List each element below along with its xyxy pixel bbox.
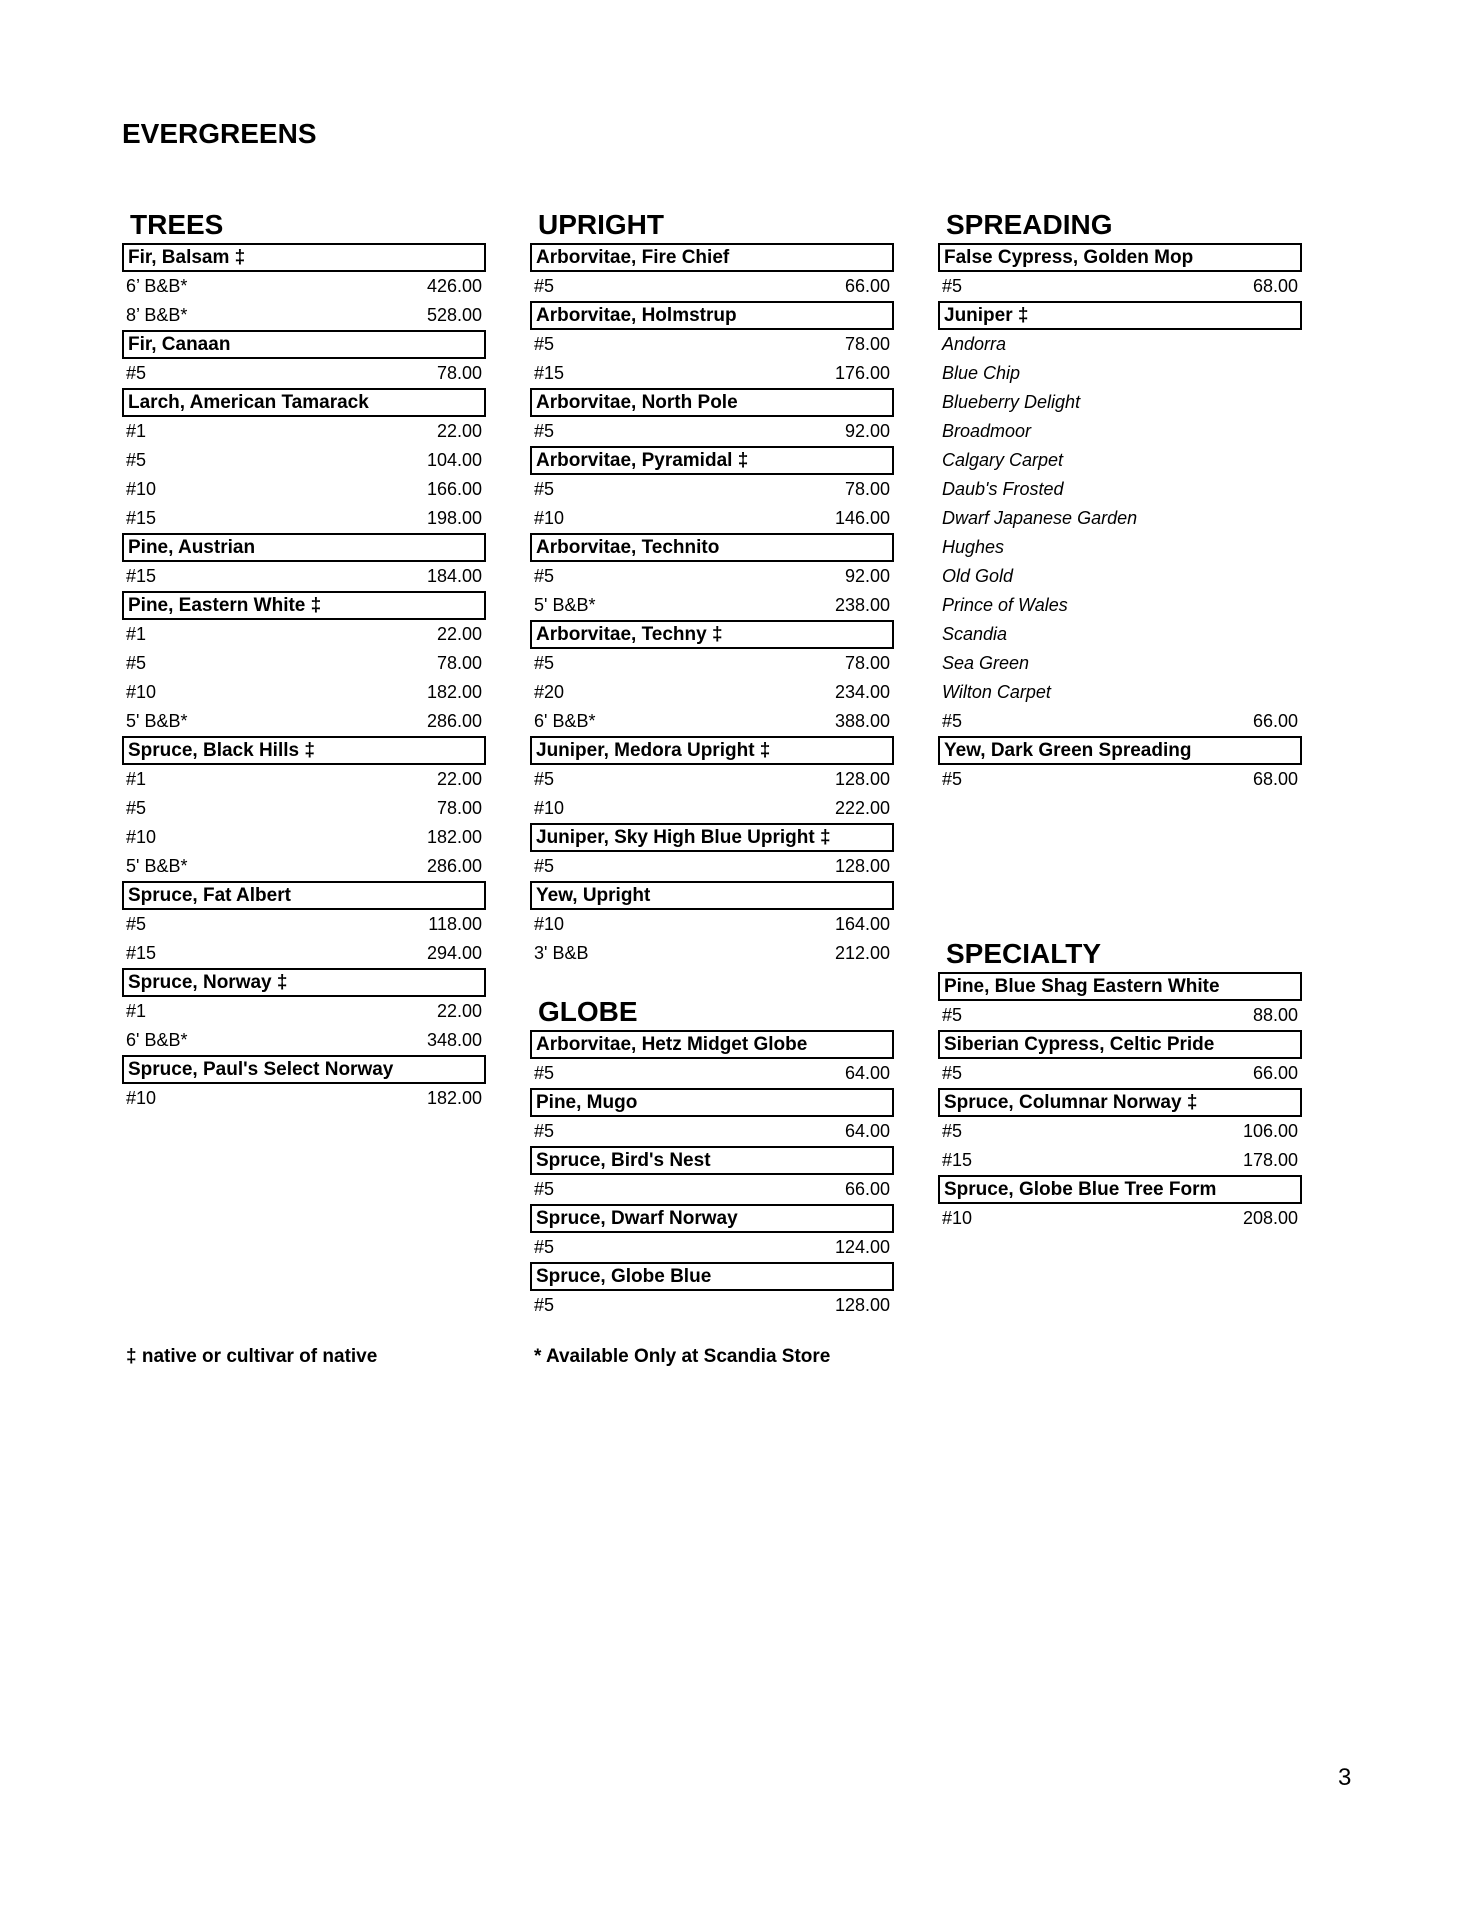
product-header: Arborvitae, North Pole [530,388,894,417]
price-value: 78.00 [844,334,890,354]
price-row [122,823,486,852]
product-header: Spruce, Norway ‡ [122,968,486,997]
product-header: Arborvitae, Holmstrup [530,301,894,330]
price-row [530,1175,894,1204]
size-label: #5 [534,421,555,441]
size-label: #5 [534,334,555,354]
size-label: #5 [534,1237,555,1257]
price-row [530,678,894,707]
product-header: Juniper, Sky High Blue Upright ‡ [530,823,894,852]
variety-row [938,446,1302,475]
size-label: 5' B&B* [126,856,188,876]
variety-name: Prince of Wales [942,595,1068,615]
product-header: Pine, Austrian [122,533,486,562]
size-label: #10 [126,479,157,499]
price-value: 178.00 [1242,1150,1298,1170]
price-row [530,1233,894,1262]
size-label: #15 [126,508,157,528]
upright-section [530,207,894,968]
globe-list [530,1030,894,1320]
price-row [530,591,894,620]
price-row [530,562,894,591]
size-label: #10 [534,798,565,818]
price-row [938,1001,1302,1030]
price-row [122,678,486,707]
variety-name: Andorra [942,334,1007,354]
price-value: 294.00 [426,943,482,963]
size-label: #1 [126,624,147,644]
size-label: #5 [126,914,147,934]
product-header: Pine, Blue Shag Eastern White [938,972,1302,1001]
variety-row [938,533,1302,562]
size-label: 8’ B&B* [126,305,188,325]
price-row [530,1291,894,1320]
size-label: #10 [534,914,565,934]
product-header: Spruce, Globe Blue [530,1262,894,1291]
price-value: 222.00 [834,798,890,818]
size-label: #5 [534,1295,555,1315]
size-label: #5 [942,276,963,296]
price-row [122,1084,486,1113]
variety-name: Hughes [942,537,1005,557]
native-footnote: ‡ native or cultivar of native [126,1346,378,1367]
price-value: 286.00 [426,711,482,731]
price-value: 128.00 [834,1295,890,1315]
price-row [122,1026,486,1055]
price-row [122,301,486,330]
size-label: #5 [126,798,147,818]
size-label: #5 [126,653,147,673]
size-label: #5 [534,856,555,876]
variety-row [938,417,1302,446]
price-value: 22.00 [436,769,482,789]
size-label: #5 [942,769,963,789]
size-label: #10 [126,827,157,847]
price-value: 78.00 [436,653,482,673]
price-row [530,1059,894,1088]
variety-row [938,504,1302,533]
price-value: 184.00 [426,566,482,586]
product-header: Fir, Canaan [122,330,486,359]
product-header: Larch, American Tamarack [122,388,486,417]
product-header: Pine, Mugo [530,1088,894,1117]
product-header: Arborvitae, Pyramidal ‡ [530,446,894,475]
size-label: #5 [942,1121,963,1141]
size-label: #5 [942,1063,963,1083]
price-row [122,852,486,881]
price-value: 348.00 [426,1030,482,1050]
price-value: 66.00 [844,1179,890,1199]
size-label: #10 [534,508,565,528]
price-value: 176.00 [834,363,890,383]
size-label: #15 [942,1150,973,1170]
size-label: #5 [534,769,555,789]
variety-name: Daub's Frosted [942,479,1064,499]
size-label: #5 [534,276,555,296]
variety-row [938,678,1302,707]
variety-row [938,591,1302,620]
price-row [122,504,486,533]
product-header: Spruce, Dwarf Norway [530,1204,894,1233]
price-row [530,417,894,446]
price-value: 78.00 [436,363,482,383]
product-header: Fir, Balsam ‡ [122,243,486,272]
variety-name: Old Gold [942,566,1014,586]
price-row [122,649,486,678]
price-value: 164.00 [834,914,890,934]
price-row [122,417,486,446]
price-value: 426.00 [426,276,482,296]
price-row [938,1146,1302,1175]
price-value: 234.00 [834,682,890,702]
size-label: #5 [942,711,963,731]
price-row [938,707,1302,736]
product-header: Arborvitae, Fire Chief [530,243,894,272]
variety-name: Blue Chip [942,363,1021,383]
product-header: Spruce, Bird's Nest [530,1146,894,1175]
price-value: 22.00 [436,421,482,441]
product-header: Siberian Cypress, Celtic Pride [938,1030,1302,1059]
price-value: 64.00 [844,1063,890,1083]
product-header: Spruce, Columnar Norway ‡ [938,1088,1302,1117]
price-row [122,707,486,736]
price-row [122,562,486,591]
price-value: 238.00 [834,595,890,615]
price-row [122,446,486,475]
price-value: 286.00 [426,856,482,876]
spreading-section-title: SPREADING [946,209,1113,240]
price-value: 22.00 [436,624,482,644]
product-header: False Cypress, Golden Mop [938,243,1302,272]
size-label: #10 [126,1088,157,1108]
price-value: 146.00 [834,508,890,528]
size-label: #10 [942,1208,973,1228]
product-header: Spruce, Fat Albert [122,881,486,910]
size-label: #15 [534,363,565,383]
size-label: 3' B&B [534,943,589,963]
size-label: #5 [534,1179,555,1199]
size-label: 5' B&B* [534,595,596,615]
size-label: #15 [126,566,157,586]
price-row [122,272,486,301]
price-row [530,1117,894,1146]
price-row [530,475,894,504]
price-value: 124.00 [834,1237,890,1257]
price-row [122,765,486,794]
variety-name: Calgary Carpet [942,450,1064,470]
variety-row [938,359,1302,388]
price-value: 128.00 [834,769,890,789]
price-row [122,939,486,968]
spreading-section [938,207,1302,794]
variety-row [938,475,1302,504]
price-row [530,852,894,881]
specialty-section [938,936,1302,1233]
variety-name: Blueberry Delight [942,392,1081,412]
price-value: 106.00 [1242,1121,1298,1141]
price-row [530,910,894,939]
price-value: 66.00 [844,276,890,296]
price-row [530,707,894,736]
variety-name: Scandia [942,624,1008,644]
size-label: #5 [534,653,555,673]
price-value: 128.00 [834,856,890,876]
size-label: 6' B&B* [126,1030,188,1050]
price-value: 182.00 [426,827,482,847]
page-number: 3 [1338,1764,1352,1791]
price-row [530,272,894,301]
product-header: Arborvitae, Technito [530,533,894,562]
size-label: #5 [126,363,147,383]
price-value: 68.00 [1252,769,1298,789]
price-row [530,504,894,533]
variety-name: Sea Green [942,653,1030,673]
upright-list [530,243,894,968]
price-row [530,939,894,968]
variety-name: Wilton Carpet [942,682,1051,702]
price-row [122,997,486,1026]
price-value: 166.00 [426,479,482,499]
price-value: 66.00 [1252,711,1298,731]
size-label: 5' B&B* [126,711,188,731]
price-value: 118.00 [428,914,482,934]
price-value: 182.00 [426,1088,482,1108]
price-value: 88.00 [1252,1005,1298,1025]
size-label: 6’ B&B* [126,276,188,296]
product-header: Yew, Upright [530,881,894,910]
price-row [122,620,486,649]
product-header: Arborvitae, Techny ‡ [530,620,894,649]
price-row [938,765,1302,794]
variety-row [938,620,1302,649]
price-value: 212.00 [834,943,890,963]
product-header: Spruce, Black Hills ‡ [122,736,486,765]
price-row [530,794,894,823]
price-value: 198.00 [426,508,482,528]
price-value: 78.00 [844,479,890,499]
size-label: #5 [942,1005,963,1025]
price-value: 182.00 [426,682,482,702]
price-value: 104.00 [426,450,482,470]
size-label: #5 [534,1121,555,1141]
price-row [530,359,894,388]
trees-section [122,207,486,1113]
trees-section-title: TREES [130,209,224,240]
price-row [122,359,486,388]
variety-row [938,562,1302,591]
price-value: 78.00 [436,798,482,818]
price-row [122,475,486,504]
variety-name: Dwarf Japanese Garden [942,508,1138,528]
globe-section-title: GLOBE [538,996,638,1027]
price-value: 208.00 [1242,1208,1298,1228]
size-label: #5 [534,1063,555,1083]
price-value: 64.00 [844,1121,890,1141]
price-row [938,272,1302,301]
spreading-list [938,243,1302,794]
store-footnote: * Available Only at Scandia Store [534,1346,831,1367]
page-title: EVERGREENS [122,118,317,149]
size-label: #15 [126,943,157,963]
variety-row [938,388,1302,417]
price-value: 66.00 [1252,1063,1298,1083]
size-label: 6' B&B* [534,711,596,731]
size-label: #5 [534,566,555,586]
product-header: Spruce, Paul's Select Norway [122,1055,486,1084]
product-header: Yew, Dark Green Spreading [938,736,1302,765]
product-header: Pine, Eastern White ‡ [122,591,486,620]
variety-name: Broadmoor [942,421,1032,441]
size-label: #10 [126,682,157,702]
variety-row [938,330,1302,359]
upright-section-title: UPRIGHT [538,209,664,240]
price-row [530,330,894,359]
size-label: #20 [534,682,565,702]
price-value: 22.00 [436,1001,482,1021]
specialty-section-title: SPECIALTY [946,938,1102,969]
price-row [938,1059,1302,1088]
price-row [938,1204,1302,1233]
price-row [938,1117,1302,1146]
price-value: 528.00 [426,305,482,325]
size-label: #1 [126,769,147,789]
specialty-list [938,972,1302,1233]
price-value: 92.00 [844,566,890,586]
product-header: Arborvitae, Hetz Midget Globe [530,1030,894,1059]
size-label: #1 [126,421,147,441]
size-label: #5 [126,450,147,470]
variety-row [938,649,1302,678]
product-header: Spruce, Globe Blue Tree Form [938,1175,1302,1204]
size-label: #1 [126,1001,147,1021]
globe-section [530,994,894,1320]
trees-list [122,243,486,1113]
price-value: 92.00 [844,421,890,441]
price-value: 78.00 [844,653,890,673]
price-value: 68.00 [1252,276,1298,296]
product-header: Juniper ‡ [938,301,1302,330]
price-value: 388.00 [834,711,890,731]
size-label: #5 [534,479,555,499]
price-row [530,649,894,678]
price-row [122,794,486,823]
price-row [530,765,894,794]
product-header: Juniper, Medora Upright ‡ [530,736,894,765]
price-row [122,910,486,939]
